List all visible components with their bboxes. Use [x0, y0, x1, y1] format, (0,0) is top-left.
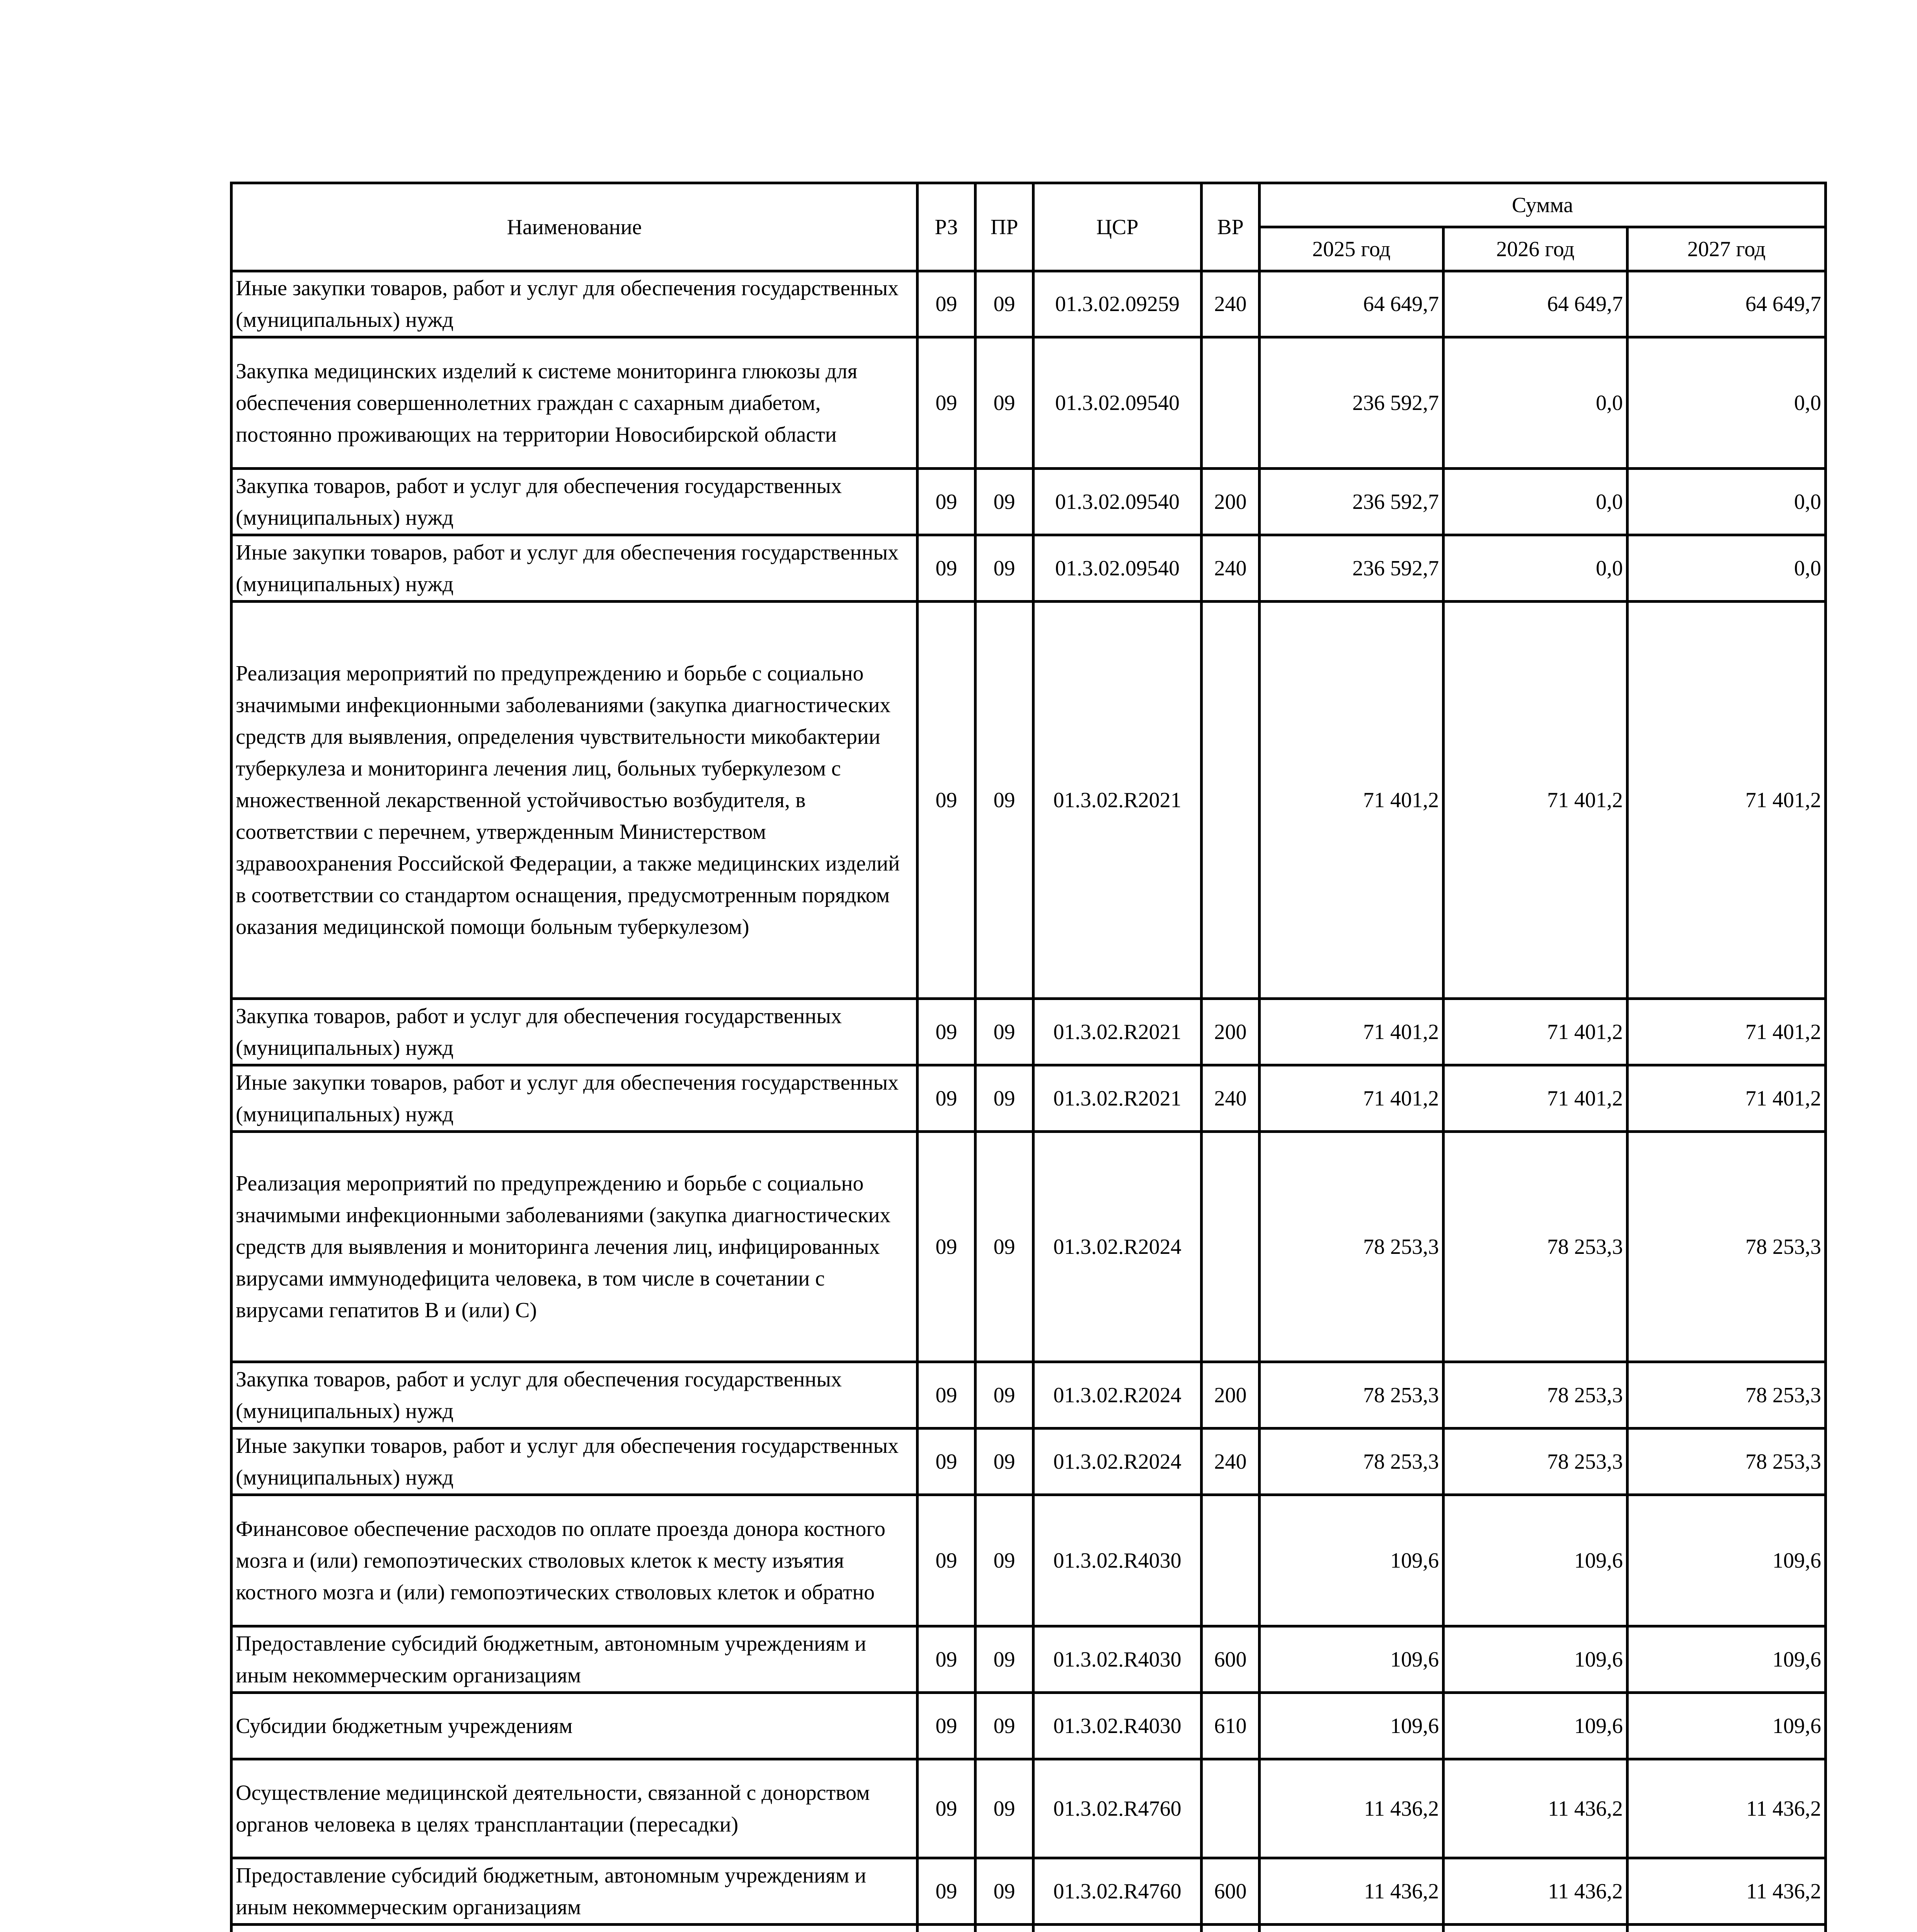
- row-vr: [1202, 1132, 1260, 1362]
- row-vr: 200: [1202, 1362, 1260, 1429]
- header-year-2027: 2027 год: [1628, 227, 1826, 271]
- row-name: Реализация мероприятий по предупреждению и борьбе с социально значимыми инфекционными заболеваниями (закупка диагностических средств для выявления и мониторинга лечения лиц, инфицированных вирусами иммунодефицита человека, в том числе в сочетании с вирусами гепатитов B и (или) C): [232, 1132, 918, 1362]
- row-rz: 09: [918, 1759, 976, 1858]
- row-amount-2026: 109,6: [1444, 1626, 1628, 1693]
- row-vr: [1202, 337, 1260, 469]
- header-rz: РЗ: [918, 183, 976, 271]
- row-vr: 240: [1202, 535, 1260, 602]
- row-pr: 09: [976, 1065, 1033, 1132]
- table-body: [232, 271, 1826, 1932]
- table-row: [232, 1132, 1826, 1362]
- row-csr: 01.3.02.R4030: [1033, 1693, 1202, 1759]
- header-sum: Сумма: [1260, 183, 1826, 227]
- row-amount-2027: 71 401,2: [1628, 1065, 1826, 1132]
- row-amount-2025: 64 649,7: [1260, 271, 1444, 337]
- row-amount-2026: 78 253,3: [1444, 1362, 1628, 1429]
- row-pr: 09: [976, 469, 1033, 535]
- row-csr: 01.3.02.R2024: [1033, 1429, 1202, 1495]
- row-amount-2025: 109,6: [1260, 1495, 1444, 1626]
- row-amount-2026: 11 436,2: [1444, 1858, 1628, 1925]
- row-amount-2027: 109,6: [1628, 1495, 1826, 1626]
- row-amount-2025: 236 592,7: [1260, 535, 1444, 602]
- row-csr: 01.3.02.R4760: [1033, 1858, 1202, 1925]
- row-csr: 01.3.02.R2024: [1033, 1132, 1202, 1362]
- row-amount-2026: 0,0: [1444, 535, 1628, 602]
- row-pr: 09: [976, 999, 1033, 1065]
- row-amount-2025: 71 401,2: [1260, 602, 1444, 999]
- row-vr: 240: [1202, 271, 1260, 337]
- row-vr: [1202, 1759, 1260, 1858]
- header-csr: ЦСР: [1033, 183, 1202, 271]
- row-rz: 09: [918, 1132, 976, 1362]
- row-amount-2026: 78 253,3: [1444, 1132, 1628, 1362]
- row-amount-2026: 11 436,2: [1444, 1759, 1628, 1858]
- table-row: [232, 1362, 1826, 1429]
- row-vr: 600: [1202, 1858, 1260, 1925]
- table-row: [232, 602, 1826, 999]
- table-row: [232, 1858, 1826, 1925]
- row-amount-2027: 11 436,2: [1628, 1759, 1826, 1858]
- row-rz: 09: [918, 535, 976, 602]
- row-rz: 09: [918, 1429, 976, 1495]
- row-amount-2026: 71 401,2: [1444, 999, 1628, 1065]
- row-amount-2026: 71 401,2: [1444, 1065, 1628, 1132]
- row-pr: 09: [976, 535, 1033, 602]
- row-amount-2027: 71 401,2: [1628, 999, 1826, 1065]
- row-rz: 09: [918, 602, 976, 999]
- row-amount-2025: 71 401,2: [1260, 1065, 1444, 1132]
- row-pr: 09: [976, 1858, 1033, 1925]
- table-row: [232, 1693, 1826, 1759]
- row-rz: 09: [918, 1693, 976, 1759]
- row-amount-2026: 64 649,7: [1444, 271, 1628, 337]
- row-amount-2027: 0,0: [1628, 535, 1826, 602]
- row-pr: 09: [976, 1626, 1033, 1693]
- row-vr: [1202, 1925, 1260, 1932]
- row-amount-2027: 0,0: [1628, 337, 1826, 469]
- row-amount-2026: 109,6: [1444, 1495, 1628, 1626]
- table-header: [232, 183, 1826, 271]
- row-amount-2025: 236 592,7: [1260, 469, 1444, 535]
- row-name: Субсидии бюджетным учреждениям: [232, 1693, 918, 1759]
- row-amount-2025: 109,6: [1260, 1626, 1444, 1693]
- row-amount-2027: 71 401,2: [1628, 602, 1826, 999]
- header-vr: ВР: [1202, 183, 1260, 271]
- row-vr: 240: [1202, 1065, 1260, 1132]
- row-name: Закупка товаров, работ и услуг для обеспечения государственных (муниципальных) нужд: [232, 469, 918, 535]
- row-name: Иные закупки товаров, работ и услуг для обеспечения государственных (муниципальных) нужд: [232, 1065, 918, 1132]
- row-name: Осуществление медицинской деятельности, связанной с донорством органов человека в целях трансплантации (пересадки): [232, 1759, 918, 1858]
- row-csr: 01.3.02.09540: [1033, 469, 1202, 535]
- row-pr: [976, 1925, 1033, 1932]
- row-amount-2026: 109,6: [1444, 1693, 1628, 1759]
- row-amount-2025: 11 436,2: [1260, 1759, 1444, 1858]
- row-amount-2025: 236 592,7: [1260, 337, 1444, 469]
- row-vr: 240: [1202, 1429, 1260, 1495]
- row-name: Иные закупки товаров, работ и услуг для обеспечения государственных (муниципальных) нужд: [232, 1429, 918, 1495]
- table-row: [232, 1925, 1826, 1932]
- row-name: Финансовое обеспечение расходов по оплате проезда донора костного мозга и (или) гемопоэтических стволовых клеток к месту изъятия костного мозга и (или) гемопоэтических стволовых клеток и обратно: [232, 1495, 918, 1626]
- row-amount-2027: 0,0: [1628, 469, 1826, 535]
- row-amount-2027: 78 253,3: [1628, 1429, 1826, 1495]
- header-name: Наименование: [232, 183, 918, 271]
- budget-table: [230, 182, 1827, 1932]
- row-vr: [1202, 1495, 1260, 1626]
- row-rz: 09: [918, 1065, 976, 1132]
- row-pr: 09: [976, 337, 1033, 469]
- row-csr: 01.3.02.09540: [1033, 337, 1202, 469]
- row-amount-2025: [1260, 1925, 1444, 1932]
- row-amount-2025: 109,6: [1260, 1693, 1444, 1759]
- row-name: Реализация мероприятий по предупреждению и борьбе с социально значимыми инфекционными заболеваниями (закупка диагностических средств для выявления, определения чувствительности микобактерии туберкулеза и мониторинга лечения лиц, больных туберкулезом с множественной лекарственной устойчивостью возбудителя, в соответствии с перечнем, утвержденным Министерством здравоохранения Российской Федерации, а также медицинских изделий в соответствии со стандартом оснащения, предусмотренным порядком оказания медицинской помощи больным туберкулезом): [232, 602, 918, 999]
- table-row: [232, 1065, 1826, 1132]
- row-rz: 09: [918, 337, 976, 469]
- row-pr: 09: [976, 1495, 1033, 1626]
- row-amount-2027: 78 253,3: [1628, 1362, 1826, 1429]
- row-pr: 09: [976, 1132, 1033, 1362]
- row-pr: 09: [976, 1693, 1033, 1759]
- row-rz: 09: [918, 1495, 976, 1626]
- row-csr: 01.3.02.R2021: [1033, 999, 1202, 1065]
- row-pr: 09: [976, 1362, 1033, 1429]
- row-amount-2027: 109,6: [1628, 1693, 1826, 1759]
- row-vr: 600: [1202, 1626, 1260, 1693]
- row-csr: 01.3.02.R2021: [1033, 1065, 1202, 1132]
- table-row: [232, 337, 1826, 469]
- row-name: Закупка товаров, работ и услуг для обеспечения государственных (муниципальных) нужд: [232, 1362, 918, 1429]
- row-csr: 01.3.02.R2021: [1033, 602, 1202, 999]
- row-rz: 09: [918, 999, 976, 1065]
- row-amount-2025: 78 253,3: [1260, 1429, 1444, 1495]
- row-amount-2025: 78 253,3: [1260, 1362, 1444, 1429]
- row-vr: [1202, 602, 1260, 999]
- row-amount-2025: 11 436,2: [1260, 1858, 1444, 1925]
- row-amount-2026: 71 401,2: [1444, 602, 1628, 999]
- row-csr: 01.3.02.09540: [1033, 535, 1202, 602]
- row-name: [232, 1925, 918, 1932]
- row-csr: 01.3.02.09259: [1033, 271, 1202, 337]
- table-row: [232, 1759, 1826, 1858]
- row-csr: 01.3.02.R2024: [1033, 1362, 1202, 1429]
- table-row: [232, 999, 1826, 1065]
- table-row: [232, 1626, 1826, 1693]
- header-year-2025: 2025 год: [1260, 227, 1444, 271]
- header-pr: ПР: [976, 183, 1033, 271]
- row-amount-2026: [1444, 1925, 1628, 1932]
- row-amount-2026: 0,0: [1444, 469, 1628, 535]
- row-name: Предоставление субсидий бюджетным, автономным учреждениям и иным некоммерческим организациям: [232, 1626, 918, 1693]
- row-csr: 01.3.02.R4030: [1033, 1626, 1202, 1693]
- row-rz: 09: [918, 1626, 976, 1693]
- row-vr: 610: [1202, 1693, 1260, 1759]
- row-amount-2027: 64 649,7: [1628, 271, 1826, 337]
- row-pr: 09: [976, 271, 1033, 337]
- table-row: [232, 469, 1826, 535]
- row-amount-2025: 71 401,2: [1260, 999, 1444, 1065]
- table-row: [232, 1429, 1826, 1495]
- row-pr: 09: [976, 1759, 1033, 1858]
- row-amount-2026: 78 253,3: [1444, 1429, 1628, 1495]
- row-csr: [1033, 1925, 1202, 1932]
- row-rz: [918, 1925, 976, 1932]
- table-row: [232, 535, 1826, 602]
- row-pr: 09: [976, 1429, 1033, 1495]
- row-vr: 200: [1202, 469, 1260, 535]
- row-amount-2027: [1628, 1925, 1826, 1932]
- row-name: Иные закупки товаров, работ и услуг для обеспечения государственных (муниципальных) нужд: [232, 271, 918, 337]
- row-rz: 09: [918, 1362, 976, 1429]
- row-amount-2027: 11 436,2: [1628, 1858, 1826, 1925]
- row-pr: 09: [976, 602, 1033, 999]
- row-amount-2027: 78 253,3: [1628, 1132, 1826, 1362]
- row-rz: 09: [918, 469, 976, 535]
- row-amount-2025: 78 253,3: [1260, 1132, 1444, 1362]
- row-rz: 09: [918, 1858, 976, 1925]
- row-amount-2026: 0,0: [1444, 337, 1628, 469]
- row-name: Иные закупки товаров, работ и услуг для обеспечения государственных (муниципальных) нужд: [232, 535, 918, 602]
- row-amount-2027: 109,6: [1628, 1626, 1826, 1693]
- table-row: [232, 1495, 1826, 1626]
- row-rz: 09: [918, 271, 976, 337]
- row-name: Закупка медицинских изделий к системе мониторинга глюкозы для обеспечения совершеннолетних граждан с сахарным диабетом, постоянно проживающих на территории Новосибирской области: [232, 337, 918, 469]
- row-name: Предоставление субсидий бюджетным, автономным учреждениям и иным некоммерческим организациям: [232, 1858, 918, 1925]
- row-csr: 01.3.02.R4760: [1033, 1759, 1202, 1858]
- table-row: [232, 271, 1826, 337]
- row-csr: 01.3.02.R4030: [1033, 1495, 1202, 1626]
- header-year-2026: 2026 год: [1444, 227, 1628, 271]
- row-name: Закупка товаров, работ и услуг для обеспечения государственных (муниципальных) нужд: [232, 999, 918, 1065]
- row-vr: 200: [1202, 999, 1260, 1065]
